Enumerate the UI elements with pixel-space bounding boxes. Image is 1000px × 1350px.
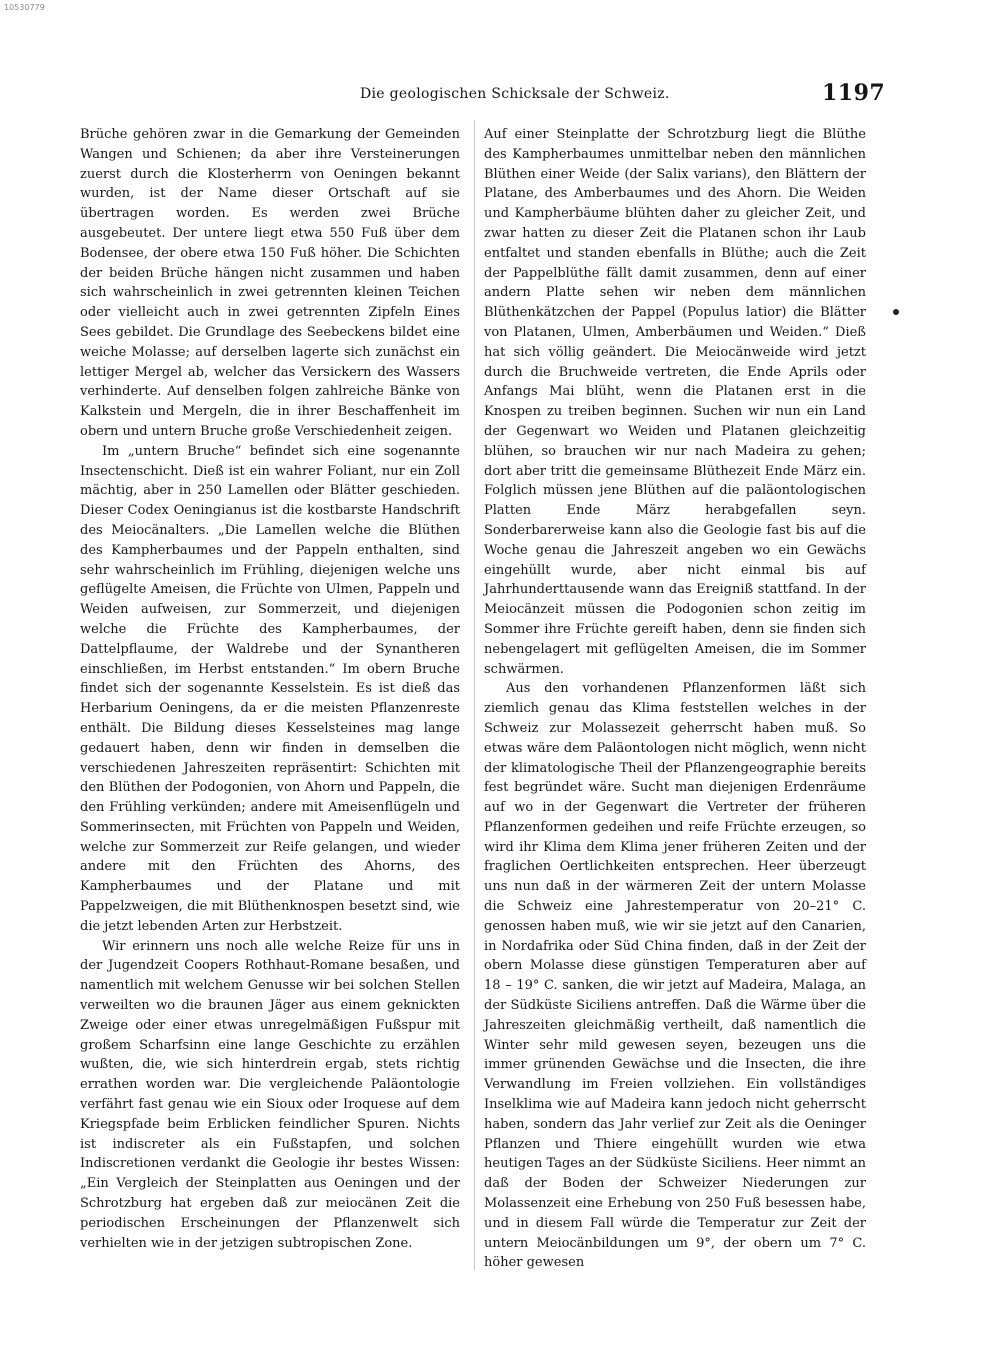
page-number: 1197 xyxy=(822,80,886,106)
paragraph: Aus den vorhandenen Pflanzenformen läßt sich ziemlich genau das Klima feststellen welches in der Schweiz zur Molassezeit geherrscht haben muß. So etwas wäre dem Paläontologen nicht möglich, wenn nicht der klimatologische Theil der Pflanzengeographie bereits fest begründet wäre. Sucht man diejenigen Erdenräume auf wo in der Gegenwart die Vertreter der früheren Pflanzenformen gedeihen und reife Früchte erzeugen, so wird ihr Klima dem Klima jener früheren Zeiten und der fraglichen Oertlichkeiten entsprechen. Heer überzeugt uns nun daß in der wärmeren Zeit der untern Molasse die Schweiz eine Jahrestemperatur von 20–21° C. genossen haben muß, wie wir sie jetzt auf den Canarien, in Nordafrika oder Süd China finden, daß in der Zeit der obern Molasse diese günstigen Temperaturen aber auf 18 – 19° C. sanken, die wir jetzt auf Madeira, Malaga, an der Südküste Siciliens antreffen. Daß die Wärme über die Jahreszeiten gleichmäßig vertheilt, daß namentlich die Winter sehr mild gewesen seyen, bezeugen uns die immer grünenden Gewächse und die Insecten, die ihre Verwandlung im Freien vollziehen. Ein vollständiges Inselklima wie auf Madeira kann jedoch nicht geherrscht haben, sondern das Jahr verlief zur Zeit als die Oeninger Pflanzen und Thiere eingehüllt wurden wie etwa heutigen Tages an der Südküste Siciliens. Heer nimmt an daß der Boden der Schweizer Niederungen zur Molassenzeit eine Erhebung von 250 Fuß besessen habe, und in diesem Fall würde die Temperatur zur Zeit der untern Meiocänbildungen um 9°, der obern um 7° C. höher gewesen xyxy=(484,681,866,1271)
paragraph: Wir erinnern uns noch alle welche Reize für uns in der Jugendzeit Coopers Rothhaut-Romane besaßen, und namentlich mit welchem Genusse wir bei solchen Stellen verweilten wo die braunen Jäger aus einem geknickten Zweige oder einer etwas unregelmäßigen Fußspur mit großem Scharfsinn eine lange Geschichte zu erzählen wußten, die, wie sich hinterdrein ergab, stets richtig errathen worden war. Die vergleichende Paläontologie verfährt fast genau wie ein Sioux oder Iroquese auf dem Kriegspfade beim Erblicken feindlicher Spuren. Nichts ist indiscreter als ein Fußstapfen, und solchen Indiscretionen verdankt die Geologie ihr bestes Wissen: „Ein Vergleich der Steinplatten aus Oeningen und der Schrotzburg hat ergeben daß zur meiocänen Zeit die periodischen Erscheinungen der Pflanzenwelt sich verhielten wie in der jetzigen subtropischen Zone. xyxy=(80,938,460,1251)
paragraph: Auf einer Steinplatte der Schrotzburg liegt die Blüthe des Kampherbaumes unmittelbar neben den männlichen Blüthen einer Weide (der Salix varians), den Blättern der Platane, des Amberbaumes und des Ahorn. Die Weiden und Kampherbäume blühten daher zu gleicher Zeit, und zwar hatten zu dieser Zeit die Platanen schon ihr Laub entfaltet und standen ebenfalls in Blüthe; auch die Zeit der Pappelblüthe fällt damit zusammen, denn auf einer andern Platte sehen wir neben dem männlichen Blüthenkätzchen der Pappel (Populus latior) die Blätter von Platanen, Ulmen, Amberbäumen und Weiden.“ Dieß hat sich völlig geändert. Die Meiocänweide wird jetzt durch die Bruchweide vertreten, die Ende Aprils oder Anfangs Mai blüht, wenn die Platanen erst in die Knospen zu treiben beginnen. Suchen wir nun ein Land der Gegenwart wo Weiden und Platanen gleichzeitig blühen, so brauchen wir nur nach Madeira zu gehen; dort aber tritt die gemeinsame Blüthezeit Ende März ein. Folglich müssen jene Blüthen auf die paläontologischen Platten Ende März herabgefallen seyn. Sonderbarerweise kann also die Geologie fast bis auf die Woche genau die Jahreszeit angeben wo ein Gewächs eingehüllt wurde, aber nicht einmal bis auf Jahrhunderttausende wann das Ereigniß stattfand. In der Meiocänzeit müssen die Podogonien schon zeitig im Sommer ihre Früchte gereift haben, denn sie finden sich nebengelagert mit geflügelten Ameisen, die im Sommer schwärmen. xyxy=(484,127,866,677)
running-title: Die geologischen Schicksale der Schweiz. xyxy=(360,86,670,102)
archive-id: 10530779 xyxy=(4,3,45,12)
paragraph: Im „untern Bruche“ befindet sich eine sogenannte Insectenschicht. Dieß ist ein wahrer Foliant, nur ein Zoll mächtig, aber in 250 Lamellen oder Blätter geschieden. Dieser Codex Oeningianus ist die kostbarste Handschrift des Meiocänalters. „Die Lamellen welche die Blüthen des Kampherbaumes und der Pappeln enthalten, sind sehr wahrscheinlich im Frühling, diejenigen welche uns geflügelte Ameisen, die Früchte von Ulmen, Pappeln und Weiden aufweisen, zur Sommerzeit, und diejenigen welche die Früchte des Kampherbaumes, der Dattelpflaume, der Waldrebe und der Synantheren einschließen, im Herbst entstanden.“ Im obern Bruche findet sich der sogenannte Kesselstein. Es ist dieß das Herbarium Oeningens, da er die meisten Pflanzenreste enthält. Die Bildung dieses Kesselsteines mag lange gedauert haben, denn wir finden in demselben die verschiedenen Jahreszeiten repräsentirt: Schichten mit den Blüthen der Podogonien, von Ahorn und Pappeln, die den Frühling verkünden; andere mit Ameisenflügeln und Sommerinsecten, mit Früchten von Pappeln und Weiden, welche zur Sommerzeit zur Reife gelangen, und wieder andere mit den Früchten des Ahorns, des Kampherbaumes und der Platane und mit Pappelzweigen, die mit Blüthenknospen besetzt sind, wie die jetzt lebenden Arten zur Herbstzeit. xyxy=(80,443,460,934)
ink-dot-mark xyxy=(893,309,899,315)
right-column xyxy=(484,125,866,1273)
column-divider xyxy=(474,120,475,1270)
paragraph: Brüche gehören zwar in die Gemarkung der Gemeinden Wangen und Schienen; da aber ihre Versteinerungen zuerst durch die Klosterherrn von Oeningen bekannt wurden, ist der Name dieser Ortschaft auf sie übertragen worden. Es werden zwei Brüche ausgebeutet. Der untere liegt etwa 550 Fuß über dem Bodensee, der obere etwa 150 Fuß höher. Die Schichten der beiden Brüche hängen nicht zusammen und haben sich wahrscheinlich in zwei getrennten kleinen Teichen oder vielleicht auch in zwei getrennten Zipfeln Eines Sees gebildet. Die Grundlage des Seebeckens bildet eine weiche Molasse; auf derselben lagerte sich zunächst ein lettiger Mergel ab, welcher das Versickern des Wassers verhinderte. Auf denselben folgen zahlreiche Bänke von Kalkstein und Mergeln, die in ihrer Beschaffenheit im obern und untern Bruche große Verschiedenheit zeigen. xyxy=(80,127,460,439)
left-column xyxy=(80,125,460,1253)
